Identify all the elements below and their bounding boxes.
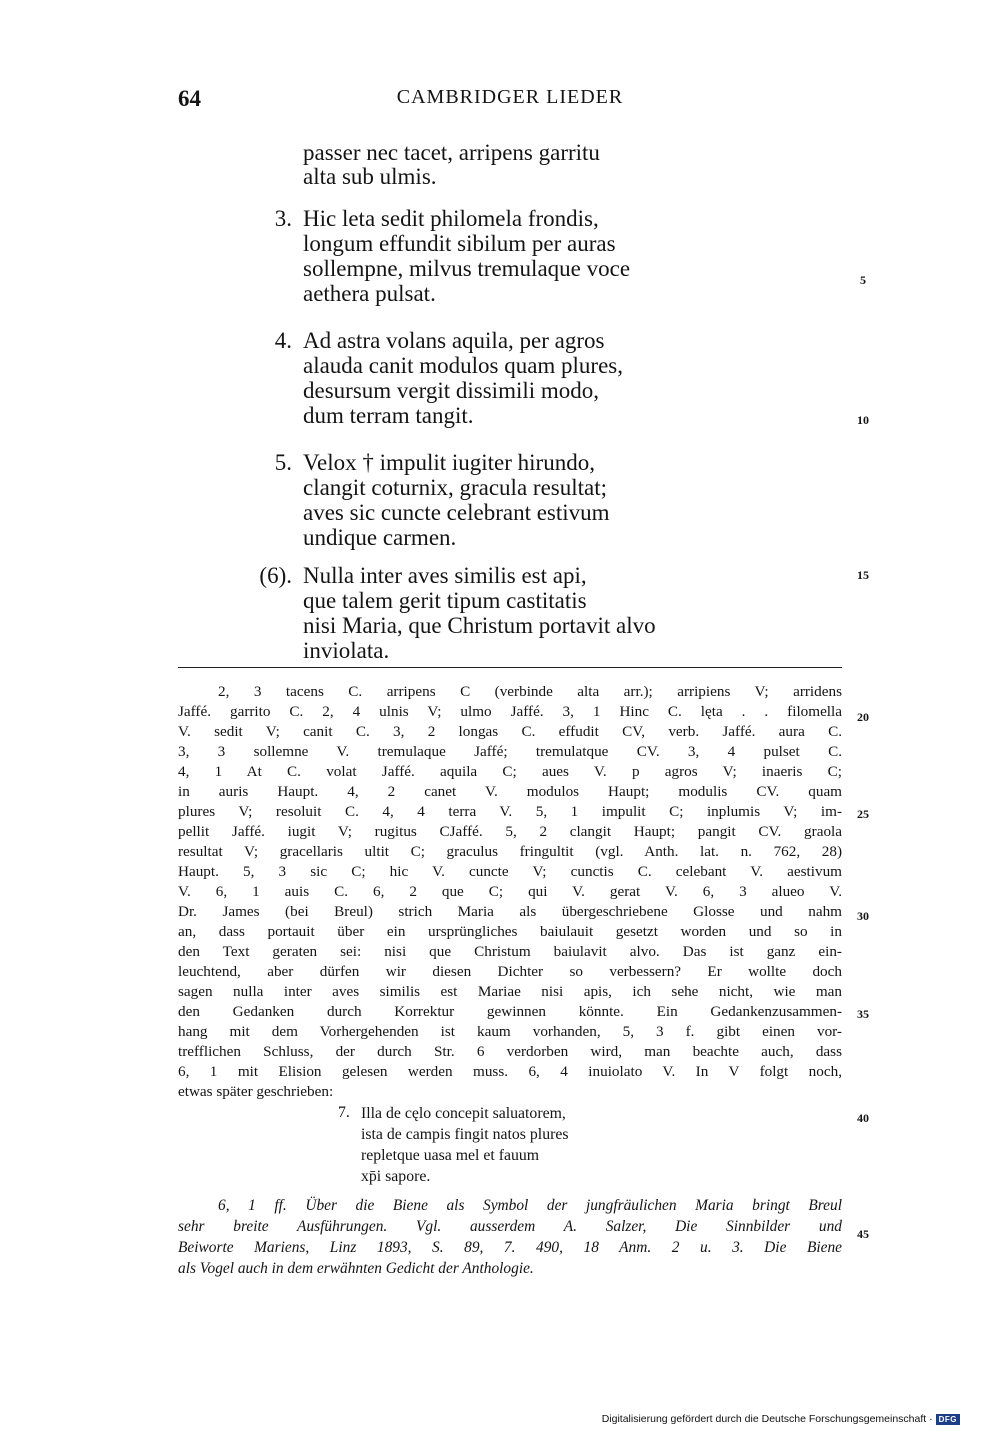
commentary-line: 6, 1 ff. Über die Biene als Symbol der jungfräulichen Maria bringt Breul xyxy=(218,1197,842,1214)
line-number: 45 xyxy=(857,1227,869,1241)
credit-text: Digitalisierung gefördert durch die Deutsche Forschungsgemeinschaft · xyxy=(601,1413,933,1425)
apparatus-line: Dr. James (bei Breul) strich Maria als übergeschriebene Glosse und nahm xyxy=(178,903,842,920)
line-number: 20 xyxy=(857,710,869,724)
stanza-number: 5. xyxy=(274,450,292,475)
quoted-line: ista de campis fingit natos plures xyxy=(361,1126,569,1143)
poem-line: aves sic cuncte celebrant estivum xyxy=(303,500,610,525)
stanza-number: 4. xyxy=(274,328,292,353)
poem-line: Velox † impulit iugiter hirundo, xyxy=(303,450,595,475)
apparatus-line: Haupt. 5, 3 sic C; hic V. cuncte V; cunctis C. celebant V. aestivum xyxy=(178,863,842,880)
poem-line: undique carmen. xyxy=(303,525,457,550)
poem-line: Hic leta sedit philomela frondis, xyxy=(303,206,599,231)
apparatus-line: an, dass portauit über ein ursprüngliches baiulauit gesetzt worden und so in xyxy=(178,923,842,940)
poem-line: clangit coturnix, gracula resultat; xyxy=(303,475,607,500)
page-number: 64 xyxy=(178,86,201,111)
quoted-line: Illa de cęlo concepit saluatorem, xyxy=(361,1105,566,1122)
apparatus-line: V. sedit V; canit C. 3, 2 longas C. effudit CV, verb. Jaffé. aura C. xyxy=(178,723,842,740)
footnote-divider xyxy=(178,667,842,668)
apparatus-line: 3, 3 sollemne V. tremulaque Jaffé; tremulatque CV. 3, 4 pulset C. xyxy=(178,743,842,760)
poem-line: alauda canit modulos quam plures, xyxy=(303,353,624,378)
digitization-credit xyxy=(602,1413,960,1425)
poem-line: inviolata. xyxy=(303,638,390,663)
poem-line: aethera pulsat. xyxy=(303,281,436,306)
apparatus-line: den Text geraten sei: nisi que Christum baiulavit alvo. Das ist ganz ein- xyxy=(178,943,842,960)
poem-line: nisi Maria, que Christum portavit alvo xyxy=(303,613,656,638)
apparatus-line: 2, 3 tacens C. arripens C (verbinde alta arr.); arripiens V; arridens xyxy=(218,683,842,700)
line-number: 5 xyxy=(860,273,866,287)
commentary-line: Beiworte Mariens, Linz 1893, S. 89, 7. 490, 18 Anm. 2 u. 3. Die Biene xyxy=(178,1239,842,1256)
apparatus-line: den Gedanken durch Korrektur gewinnen könnte. Ein Gedankenzusammen- xyxy=(178,1003,842,1020)
poem-line: Nulla inter aves similis est api, xyxy=(303,563,587,588)
poem-line: que talem gerit tipum castitatis xyxy=(303,588,587,613)
page-header xyxy=(178,86,842,118)
poem-line: dum terram tangit. xyxy=(303,403,474,428)
apparatus-line: V. 6, 1 auis C. 6, 2 que C; qui V. gerat V. 6, 3 alueo V. xyxy=(178,883,842,900)
apparatus-line: resultat V; gracellaris ultit C; graculus fringultit (vgl. Anth. lat. n. 762, 28) xyxy=(178,843,842,860)
apparatus-line: hang mit dem Vorhergehenden ist kaum vorhanden, 5, 3 f. gibt einen vor- xyxy=(178,1023,842,1040)
commentary-line: sehr breite Ausführungen. Vgl. ausserdem A. Salzer, Die Sinnbilder und xyxy=(178,1218,842,1235)
quoted-line: repletque uasa mel et fauum xyxy=(361,1147,540,1164)
line-number: 35 xyxy=(857,1007,869,1021)
apparatus-line: sagen nulla inter aves similis est Mariae nisi apis, ich sehe nicht, wie man xyxy=(178,983,842,1000)
apparatus-line: 4, 1 At C. volat Jaffé. aquila C; aues V. p agros V; inaeris C; xyxy=(178,763,842,780)
running-title: CAMBRIDGER LIEDER xyxy=(396,86,624,108)
poem-line: alta sub ulmis. xyxy=(303,164,437,189)
apparatus-line: etwas später geschrieben: xyxy=(178,1083,334,1100)
quoted-line: xp̄i sapore. xyxy=(361,1168,431,1185)
line-number: 25 xyxy=(857,807,869,821)
dfg-logo: DFG xyxy=(936,1414,960,1425)
stanza-number: (6). xyxy=(259,563,292,588)
apparatus-line: leuchtend, aber dürfen wir diesen Dichter so verbessern? Er wollte doch xyxy=(178,963,842,980)
poem-line: Ad astra volans aquila, per agros xyxy=(303,328,605,353)
poem-line: desursum vergit dissimili modo, xyxy=(303,378,600,403)
line-number: 10 xyxy=(857,413,869,427)
apparatus-line: Jaffé. garrito C. 2, 4 ulnis V; ulmo Jaffé. 3, 1 Hinc C. lęta . . filomella xyxy=(178,703,842,720)
poem-line: sollempne, milvus tremulaque voce xyxy=(303,256,631,281)
apparatus-line: plures V; resoluit C. 4, 4 terra V. 5, 1 impulit C; inplumis V; im- xyxy=(178,803,842,820)
apparatus-line: pellit Jaffé. iugit V; rugitus CJaffé. 5, 2 clangit Haupt; pangit CV. graola xyxy=(178,823,842,840)
line-number: 30 xyxy=(857,909,869,923)
poem-line: passer nec tacet, arripens garritu xyxy=(303,140,600,165)
apparatus-line: trefflichen Schluss, der durch Str. 6 verdorben wird, man beachte auch, dass xyxy=(178,1043,842,1060)
commentary-line: als Vogel auch in dem erwähnten Gedicht der Anthologie. xyxy=(178,1260,534,1277)
apparatus-line: 6, 1 mit Elision gelesen werden muss. 6, 4 inuiolato V. In V folgt noch, xyxy=(178,1063,842,1080)
line-number: 40 xyxy=(857,1111,869,1125)
poem-line: longum effundit sibilum per auras xyxy=(303,231,616,256)
line-number: 15 xyxy=(857,568,869,582)
quoted-stanza-number: 7. xyxy=(338,1104,350,1121)
stanza-number: 3. xyxy=(274,206,292,231)
apparatus-line: in auris Haupt. 4, 2 canet V. modulos Haupt; modulis CV. quam xyxy=(178,783,842,800)
